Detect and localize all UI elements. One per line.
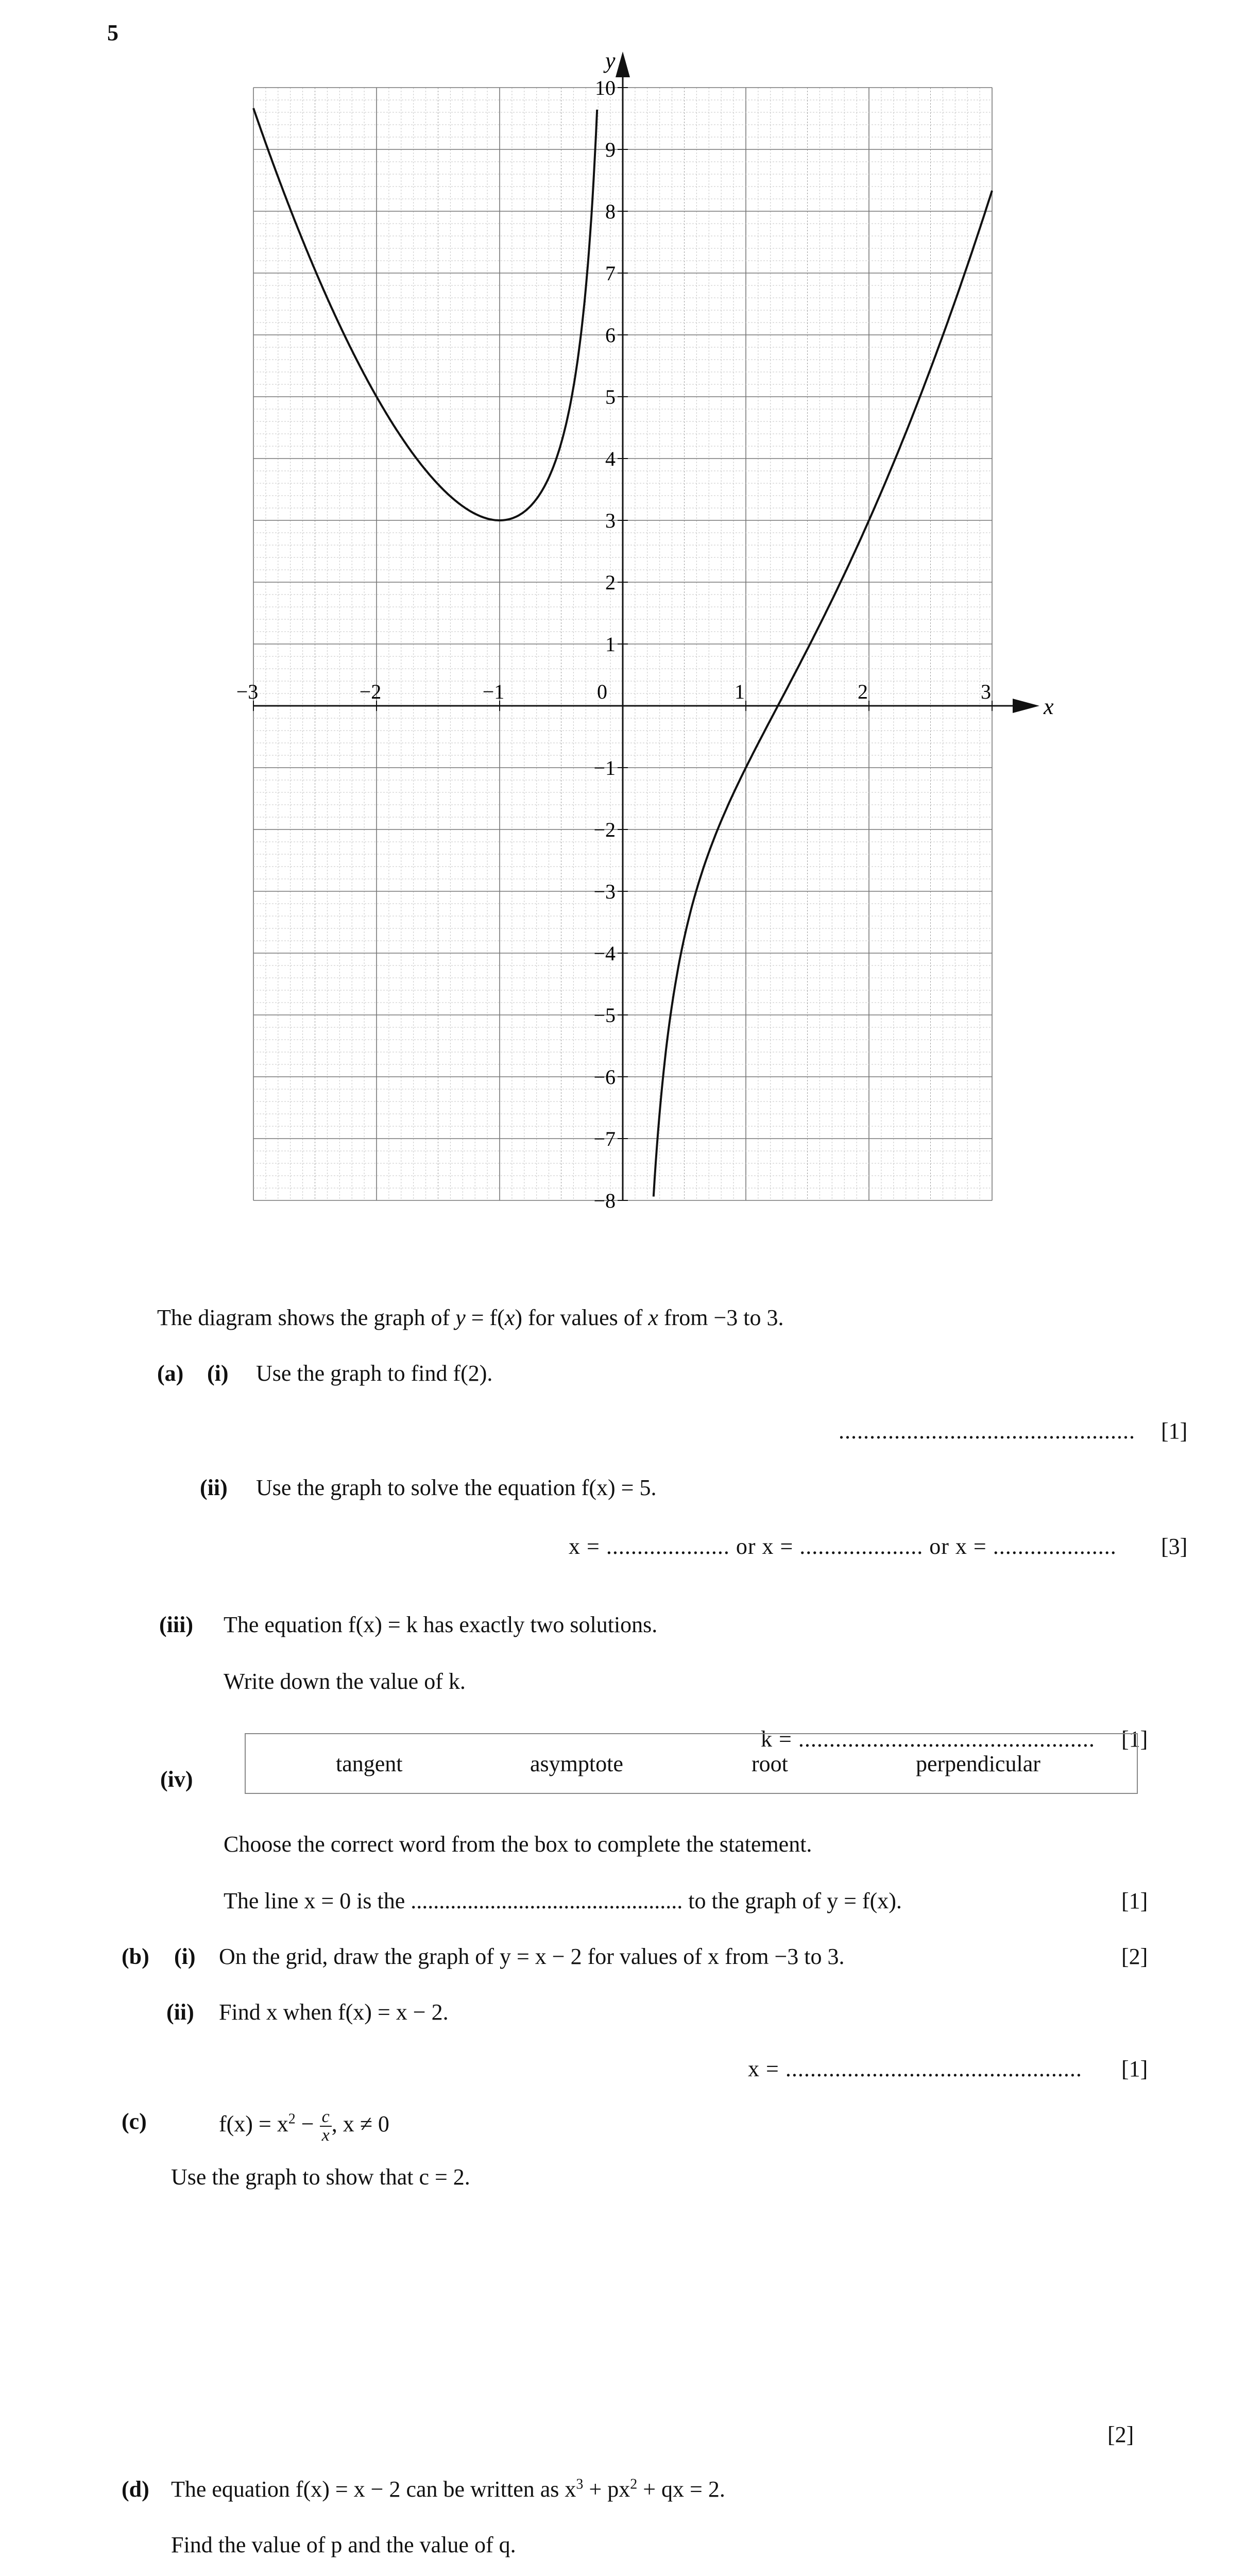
part-a-i-label: (i) — [207, 1361, 229, 1386]
x-tick-label: −1 — [482, 680, 505, 703]
part-a-iii-text2: Write down the value of k. — [224, 1669, 466, 1694]
y-tick-label: −1 — [593, 756, 616, 779]
part-b-ii-label: (ii) — [166, 1999, 194, 2025]
marks-a-i: [1] — [1161, 1418, 1188, 1444]
y-axis-label: y — [605, 48, 616, 73]
part-b-label: (b) — [122, 1944, 149, 1969]
y-tick-label: −5 — [593, 1004, 616, 1027]
word-box — [245, 1733, 1138, 1794]
part-d-text — [171, 2476, 725, 2502]
x-axis-arrow — [1013, 699, 1039, 713]
y-tick-label: −8 — [593, 1189, 616, 1212]
y-tick-label: 7 — [605, 262, 616, 285]
y-tick-label: −6 — [593, 1065, 616, 1089]
answer-line-a-i[interactable]: ................................................ — [839, 1418, 1135, 1444]
y-tick-label: 5 — [605, 385, 616, 409]
word-option: tangent — [336, 1751, 403, 1776]
x-tick-label: 2 — [858, 680, 868, 703]
part-a-iii-label: (iii) — [159, 1612, 193, 1637]
answer-line-b-ii[interactable]: x = ................................................ — [748, 2056, 1082, 2081]
y-tick-label: 10 — [595, 76, 616, 99]
part-c-formula — [219, 2108, 389, 2144]
part-a-iv-text: Choose the correct word from the box to complete the statement. — [224, 1832, 812, 1857]
formula-part: + px — [583, 2477, 630, 2502]
intro-var-x: x — [504, 1305, 515, 1330]
x-tick-label: 1 — [735, 680, 745, 703]
part-a-label: (a) — [157, 1361, 184, 1386]
question-number: 5 — [107, 20, 118, 45]
part-b-ii-text: Find x when f(x) = x − 2. — [219, 1999, 449, 2025]
part-c-text: Use the graph to show that c = 2. — [171, 2164, 470, 2190]
intro-part: ) for values of — [515, 1305, 648, 1330]
part-a-i-text: Use the graph to find f(2). — [256, 1361, 493, 1386]
marks-b-i: [2] — [1121, 1944, 1148, 1969]
word-option: perpendicular — [916, 1751, 1040, 1776]
intro-part: = f( — [465, 1305, 505, 1330]
y-tick-label: 9 — [605, 138, 616, 161]
part-a-iv-label: (iv) — [160, 1767, 193, 1792]
formula-part: The equation f(x) = x − 2 can be written as x — [171, 2477, 576, 2502]
answer-line-a-ii[interactable]: x = .................... or x = .................... or x = .................... — [569, 1534, 1117, 1559]
x-tick-label: 3 — [981, 680, 991, 703]
x-tick-label: −3 — [236, 680, 259, 703]
intro-part: from −3 to 3. — [658, 1305, 784, 1330]
y-tick-label: −7 — [593, 1127, 616, 1150]
function-graph — [0, 0, 1246, 1262]
marks-a-iv: [1] — [1121, 1888, 1148, 1913]
marks-c: [2] — [1107, 2422, 1134, 2447]
formula-exponent: 3 — [576, 2476, 584, 2493]
y-tick-label: 6 — [605, 324, 616, 347]
intro-text — [157, 1304, 784, 1331]
fraction — [320, 2108, 332, 2144]
y-tick-label: −4 — [593, 942, 616, 965]
y-tick-label: −2 — [593, 818, 616, 841]
marks-a-ii: [3] — [1161, 1534, 1188, 1559]
x-tick-label: 0 — [597, 680, 607, 703]
part-a-iii-text: The equation f(x) = k has exactly two solutions. — [224, 1612, 658, 1637]
formula-part: , x ≠ 0 — [331, 2111, 389, 2137]
part-a-iv-statement[interactable]: The line x = 0 is the ................................................ to the graph of y = f(x). — [224, 1888, 902, 1913]
y-tick-label: 2 — [605, 571, 616, 594]
x-tick-label: −2 — [359, 680, 382, 703]
intro-part: The diagram shows the graph of — [157, 1305, 456, 1330]
marks-a-iii: [1] — [1121, 1726, 1148, 1752]
intro-var-y: y — [455, 1305, 466, 1330]
part-b-i-text: On the grid, draw the graph of y = x − 2 for values of x from −3 to 3. — [219, 1944, 845, 1969]
part-a-ii-label: (ii) — [200, 1475, 228, 1500]
y-tick-label: 4 — [605, 447, 616, 470]
formula-part: + qx = 2. — [637, 2477, 725, 2502]
formula-part: − — [295, 2111, 320, 2137]
intro-var-x: x — [648, 1305, 658, 1330]
word-option: root — [752, 1751, 788, 1776]
answer-line-a-iii[interactable]: k = ................................................ — [761, 1726, 1095, 1752]
part-d-label: (d) — [122, 2477, 149, 2502]
y-tick-label: −3 — [593, 880, 616, 903]
formula-exponent: 2 — [630, 2476, 638, 2493]
part-c-label: (c) — [122, 2109, 147, 2134]
fraction-numerator: c — [320, 2108, 332, 2127]
part-b-i-label: (i) — [174, 1944, 196, 1969]
fraction-denominator: x — [321, 2126, 330, 2145]
formula-part: f(x) = x — [219, 2111, 288, 2137]
y-axis-arrow — [616, 52, 630, 77]
x-axis-label: x — [1044, 694, 1054, 719]
word-option: asymptote — [530, 1751, 623, 1776]
marks-b-ii: [1] — [1121, 2056, 1148, 2081]
y-tick-label: 3 — [605, 509, 616, 532]
y-tick-label: 8 — [605, 200, 616, 223]
formula-exponent: 2 — [288, 2111, 296, 2127]
part-d-text2: Find the value of p and the value of q. — [171, 2532, 516, 2557]
y-tick-label: 1 — [605, 633, 616, 656]
part-a-ii-text: Use the graph to solve the equation f(x) = 5. — [256, 1475, 657, 1500]
